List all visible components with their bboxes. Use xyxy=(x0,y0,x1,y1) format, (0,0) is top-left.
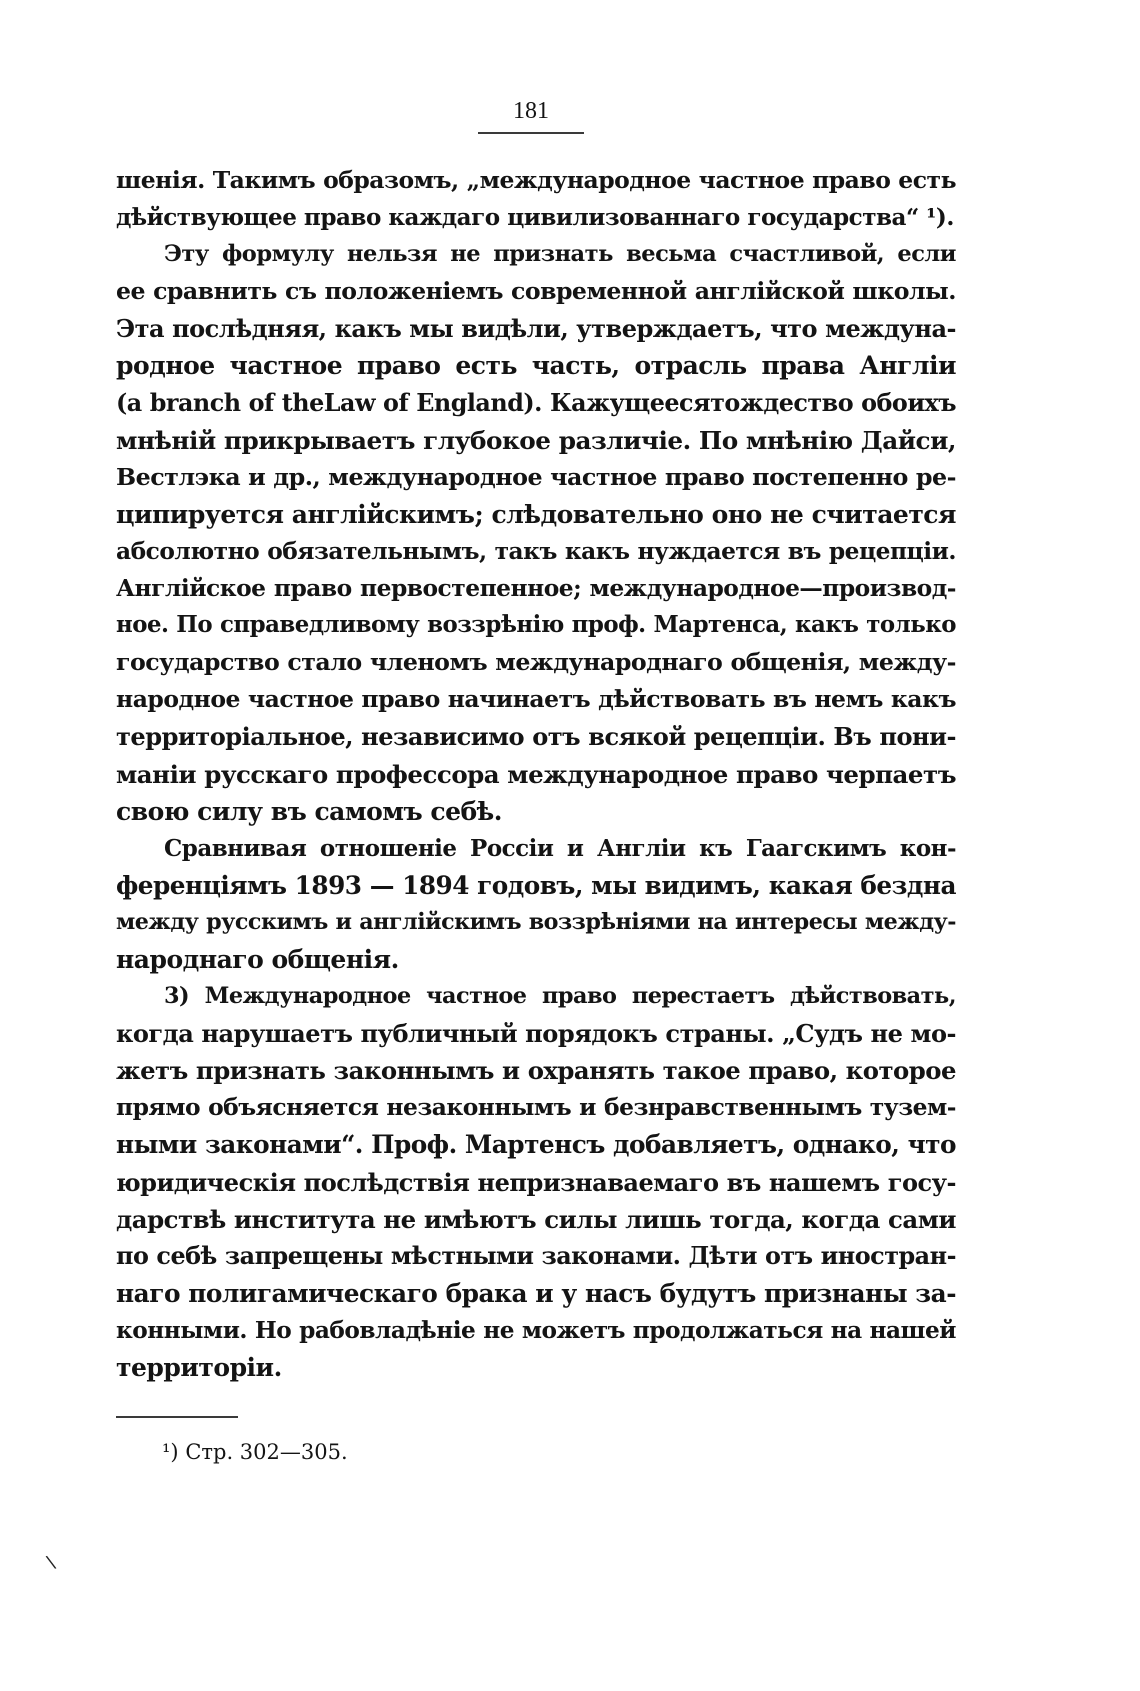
text-line: народнаго общенія. xyxy=(116,944,399,974)
text-line: Вестлэка и др., международное частное право постепенно ре- xyxy=(116,462,956,491)
page-number: 181 xyxy=(513,98,549,124)
text-line: наго полигамическаго брака и у насъ будутъ признаны за- xyxy=(116,1278,956,1308)
text-line: ференціямъ 1893 — 1894 годовъ, мы видимъ, какая бездна xyxy=(116,870,956,900)
text-line: абсолютно обязательнымъ, такъ какъ нуждается въ рецепціи. xyxy=(116,537,956,565)
text-line: народное частное право начинаетъ дѣйствовать въ немъ какъ xyxy=(116,685,956,714)
text-line: прямо объясняется незаконнымъ и безнравственнымъ тузем- xyxy=(116,1093,956,1122)
text-line: Эту формулу нельзя не признать весьма счастливой, если xyxy=(164,241,956,268)
text-line: ее сравнить съ положеніемъ современной англійской школы. xyxy=(116,277,956,306)
text-line: ное. По справедливому воззрѣнію проф. Мартенса, какъ только xyxy=(116,612,956,639)
text-line: Эта послѣдняя, какъ мы видѣли, утверждаетъ, что междуна- xyxy=(116,314,956,344)
footnote-rule xyxy=(116,1416,238,1418)
text-line: территоріи. xyxy=(116,1353,282,1382)
text-line: Англійское право первостепенное; международное—производ- xyxy=(116,574,956,603)
footnote xyxy=(162,1438,348,1466)
text-line: территоріальное, независимо отъ всякой рецепціи. Въ пони- xyxy=(116,722,956,752)
footnote-text: Стр. 302—305. xyxy=(185,1440,348,1464)
text-line: маніи русскаго профессора международное право черпаетъ xyxy=(116,759,956,789)
text-line: (a branch of theLaw of England). Кажущеесятождество обоихъ xyxy=(116,388,956,417)
text-line: между русскимъ и англійскимъ воззрѣніями на интересы между- xyxy=(116,908,956,935)
text-line: Сравнивая отношеніе Россіи и Англіи къ Гаагскимъ кон- xyxy=(164,834,956,862)
text-line: мнѣній прикрываетъ глубокое различіе. По мнѣнію Дайси, xyxy=(116,425,956,455)
scan-mark: \ xyxy=(44,1551,58,1574)
text-line: жетъ признать законнымъ и охранять такое право, которое xyxy=(116,1056,956,1086)
footnote-marker: ¹) xyxy=(162,1440,179,1464)
page-number-rule xyxy=(478,132,584,134)
text-line: ными законами“. Проф. Мартенсъ добавляетъ, однако, что xyxy=(116,1130,956,1160)
text-line: родное частное право есть часть, отрасль права Англіи xyxy=(116,351,956,381)
text-line: когда нарушаетъ публичный порядокъ страны. „Судъ не мо- xyxy=(116,1019,956,1049)
text-line: 3) Международное частное право перестаетъ дѣйствовать, xyxy=(164,983,956,1010)
text-line: шенія. Такимъ образомъ, „международное частное право есть xyxy=(116,166,956,194)
body-text xyxy=(116,162,956,1386)
text-line: по себѣ запрещены мѣстными законами. Дѣти отъ иностран- xyxy=(116,1241,956,1270)
text-line: ципируется англійскимъ; слѣдовательно оно не считается xyxy=(116,499,956,529)
text-line: свою силу въ самомъ себѣ. xyxy=(116,796,502,826)
text-line: дѣйствующее право каждаго цивилизованнаго государства“ ¹). xyxy=(116,204,954,232)
text-line: государство стало членомъ международнаго общенія, между- xyxy=(116,648,956,677)
text-line: юридическія послѣдствія непризнаваемаго въ нашемъ госу- xyxy=(116,1167,956,1197)
text-line: дарствѣ института не имѣютъ силы лишь тогда, когда сами xyxy=(116,1204,956,1234)
text-line: конными. Но рабовладѣніе не можетъ продолжаться на нашей xyxy=(116,1316,956,1344)
